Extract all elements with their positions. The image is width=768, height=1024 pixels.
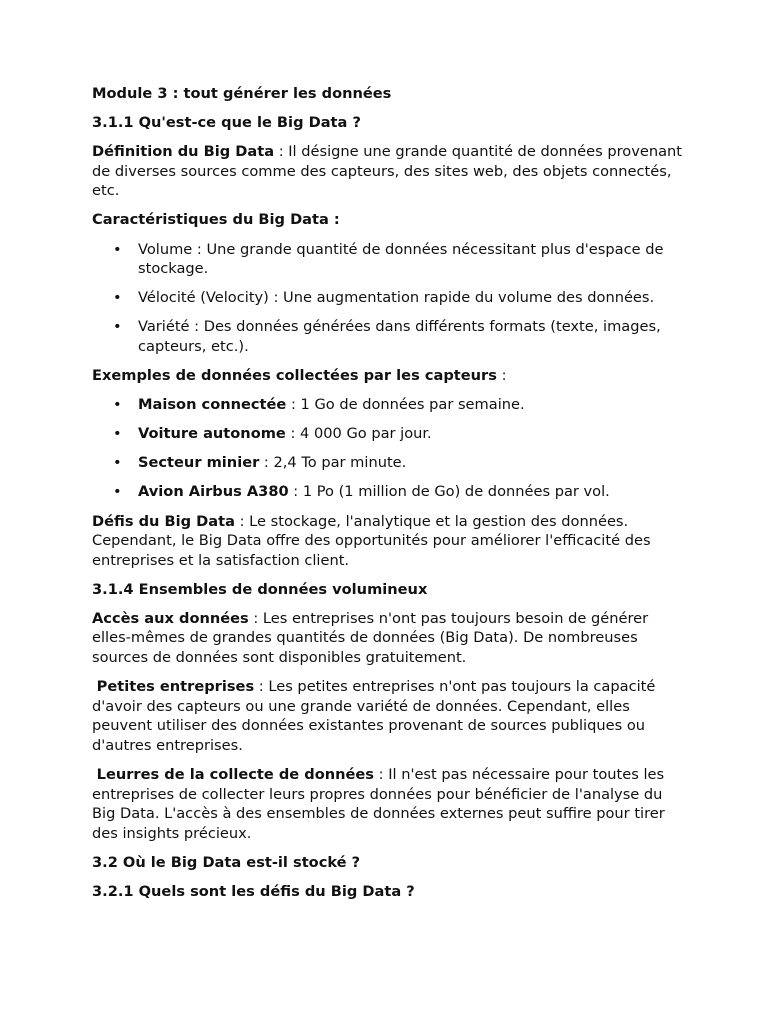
list-item — [92, 240, 682, 279]
example-label: Avion Airbus A380 — [138, 483, 289, 501]
challenges-text: : Le stockage, l'analytique et la gestion des données. Cependant, le Big Data offre des opportunités pour améliorer l'efficacité des entreprises et la satisfaction client. — [92, 512, 651, 569]
bullet-icon: • — [113, 454, 122, 472]
examples-list — [92, 395, 682, 502]
challenges-paragraph — [92, 512, 682, 571]
module-title: Module 3 : tout générer les données — [92, 85, 392, 102]
challenges-label: Défis du Big Data — [92, 512, 235, 530]
examples-heading — [92, 366, 682, 386]
paragraph-text: : Les entreprises n'ont pas toujours besoin de générer elles-mêmes de grandes quantités de données (Big Data). De nombreuses sources de données sont disponibles gratuitement. — [92, 609, 649, 667]
bullet-icon: • — [113, 396, 122, 414]
section-heading-3-1-4: 3.1.4 Ensembles de données volumineux — [92, 580, 428, 598]
paragraph-label: Petites entreprises — [96, 678, 255, 696]
paragraph-label: Accès aux données — [92, 609, 249, 627]
example-label: Maison connectée — [138, 396, 287, 414]
bullet-icon: • — [113, 318, 122, 336]
examples-label: Exemples de données collectées par les capteurs — [92, 367, 497, 385]
data-access-paragraph — [92, 609, 682, 668]
paragraph-text: : Il n'est pas nécessaire pour toutes les entreprises de collecter leurs propres données pour bénéficier de l'analyse du Big Data. L'accès à des ensembles de données externes peut suffire pour tirer des insights précieux. — [92, 766, 665, 842]
list-item — [92, 424, 682, 444]
bullet-icon: • — [113, 240, 122, 258]
example-label: Secteur minier — [138, 454, 260, 472]
characteristic-text: Variété : Des données générées dans différents formats (texte, images, capteurs, etc.). — [138, 318, 661, 355]
paragraph-label: Leurres de la collecte de données — [96, 766, 374, 784]
section-heading-3-1-1: 3.1.1 Qu'est-ce que le Big Data ? — [92, 114, 361, 132]
example-text: : 1 Po (1 million de Go) de données par vol. — [288, 483, 610, 501]
list-item — [92, 288, 682, 308]
list-item — [92, 453, 682, 473]
bullet-icon: • — [113, 483, 122, 501]
characteristics-list — [92, 240, 682, 357]
characteristic-text: Vélocité (Velocity) : Une augmentation rapide du volume des données. — [138, 289, 655, 307]
paragraph-text: : Les petites entreprises n'ont pas toujours la capacité d'avoir des capteurs ou une grande variété de données. Cependant, elles peuvent utiliser des données existantes provenant de sources publiques ou d'autres entreprises. — [92, 678, 656, 754]
document-page — [92, 84, 682, 911]
collection-myths-paragraph — [92, 765, 682, 843]
definition-text: : Il désigne une grande quantité de données provenant de diverses sources comme des capteurs, des sites web, des objets connectés, etc. — [92, 143, 682, 200]
definition-paragraph — [92, 142, 682, 201]
list-item — [92, 317, 682, 356]
characteristic-text: Volume : Une grande quantité de données nécessitant plus d'espace de stockage. — [138, 240, 664, 278]
list-item — [92, 395, 682, 415]
examples-suffix: : — [496, 367, 507, 385]
example-text: : 2,4 To par minute. — [259, 454, 407, 472]
small-business-paragraph — [92, 677, 682, 755]
list-item — [92, 482, 682, 502]
section-heading-3-2-1: 3.2.1 Quels sont les défis du Big Data ? — [92, 883, 415, 900]
section-heading-3-2: 3.2 Où le Big Data est-il stocké ? — [92, 853, 361, 871]
example-text: : 1 Go de données par semaine. — [286, 396, 525, 414]
example-text: : 4 000 Go par jour. — [285, 425, 432, 443]
characteristics-heading: Caractéristiques du Big Data : — [92, 211, 340, 229]
bullet-icon: • — [113, 425, 122, 443]
definition-label: Définition du Big Data — [92, 143, 275, 161]
example-label: Voiture autonome — [138, 425, 286, 443]
bullet-icon: • — [113, 289, 122, 307]
